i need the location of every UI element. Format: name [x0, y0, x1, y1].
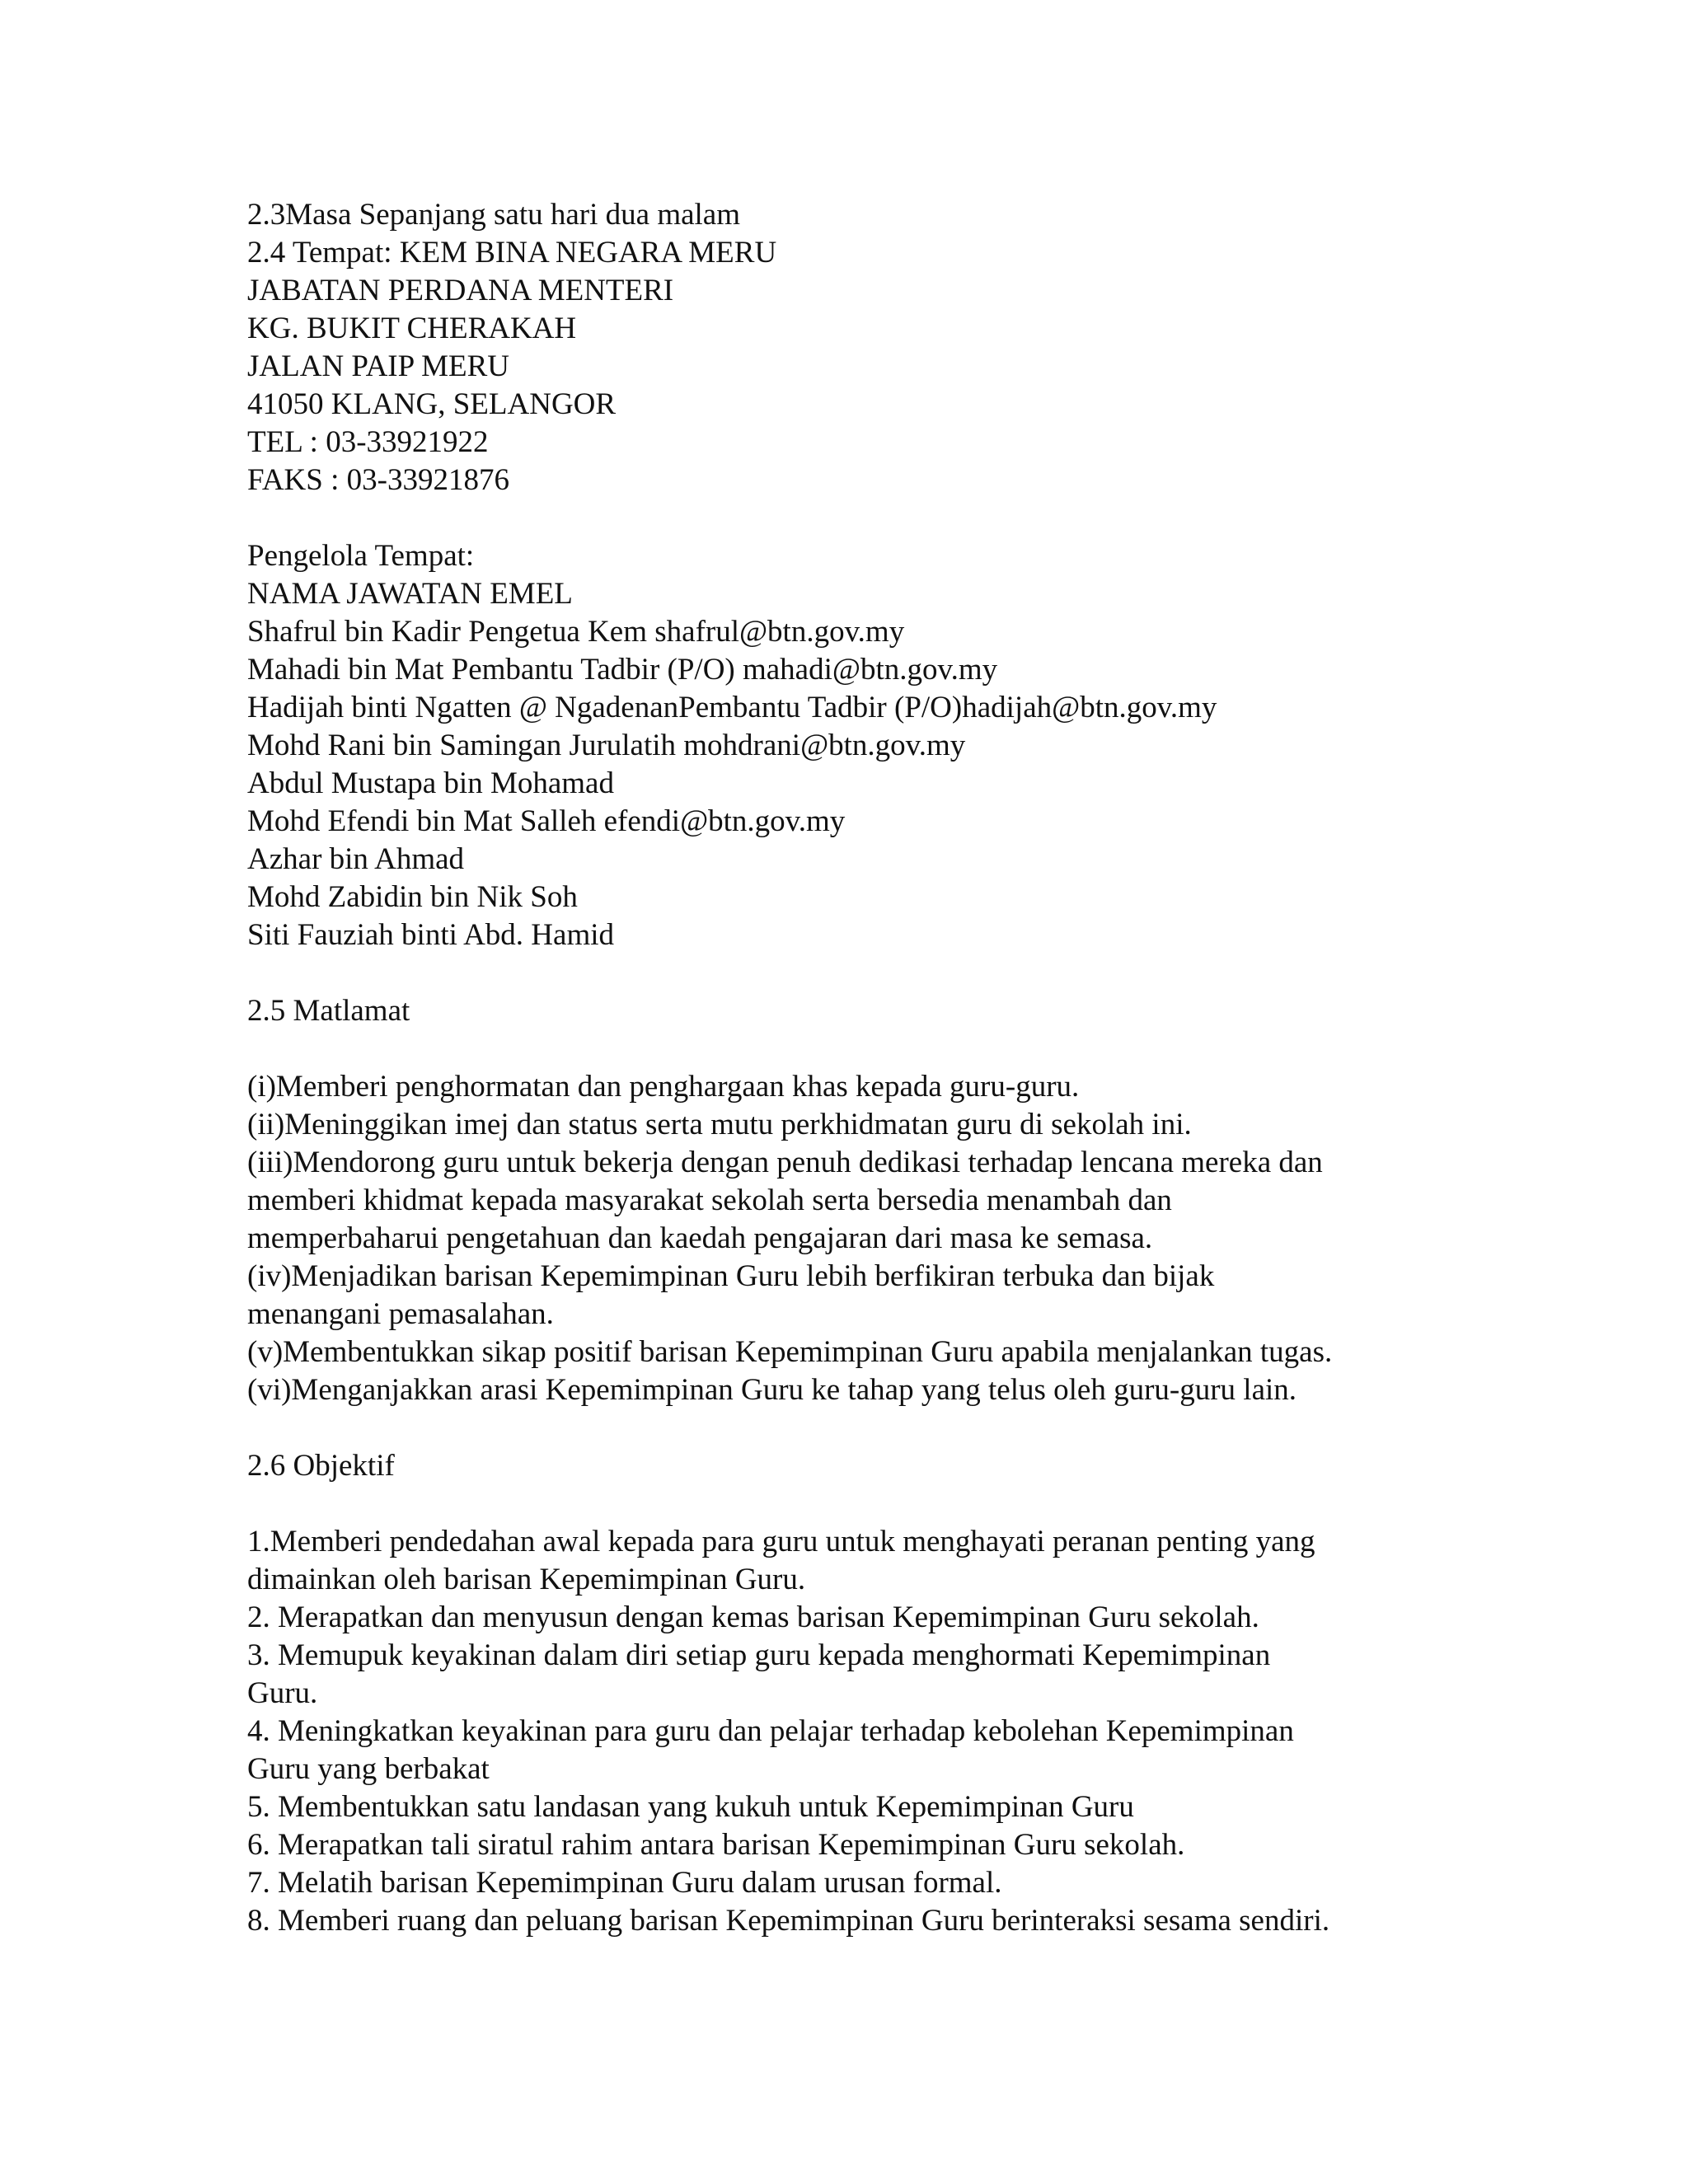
- objektif-item: dimainkan oleh barisan Kepemimpinan Guru.: [247, 1563, 806, 1596]
- faks-line: FAKS : 03-33921876: [247, 463, 509, 497]
- tempat-section: [247, 234, 1451, 499]
- matlamat-item: (ii)Meninggikan imej dan status serta mutu perkhidmatan guru di sekolah ini.: [247, 1108, 1192, 1141]
- spacer: [247, 1409, 1451, 1447]
- pengelola-row: Shafrul bin Kadir Pengetua Kem shafrul@btn.gov.my: [247, 615, 905, 649]
- pengelola-row: Abdul Mustapa bin Mohamad: [247, 766, 614, 800]
- matlamat-list: [247, 1068, 1451, 1409]
- objektif-item: 4. Meningkatkan keyakinan para guru dan pelajar terhadap kebolehan Kepemimpinan: [247, 1714, 1294, 1748]
- objektif-list: [247, 1523, 1451, 1940]
- spacer: [247, 499, 1451, 537]
- spacer: [247, 1485, 1451, 1523]
- masa-line: 2.3Masa Sepanjang satu hari dua malam: [247, 198, 740, 232]
- matlamat-item: memperbaharui pengetahuan dan kaedah pengajaran dari masa ke semasa.: [247, 1221, 1153, 1255]
- address-line: KG. BUKIT CHERAKAH: [247, 312, 577, 345]
- matlamat-item: (vi)Menganjakkan arasi Kepemimpinan Guru ke tahap yang telus oleh guru-guru lain.: [247, 1373, 1297, 1407]
- pengelola-section: [247, 537, 1451, 954]
- pengelola-row: Mohd Efendi bin Mat Salleh efendi@btn.gov.my: [247, 804, 846, 838]
- objektif-item: 1.Memberi pendedahan awal kepada para guru untuk menghayati peranan penting yang: [247, 1525, 1315, 1558]
- objektif-item: 7. Melatih barisan Kepemimpinan Guru dalam urusan formal.: [247, 1866, 1002, 1900]
- pengelola-table-header: NAMA JAWATAN EMEL: [247, 577, 573, 611]
- matlamat-item: memberi khidmat kepada masyarakat sekolah serta bersedia menambah dan: [247, 1183, 1172, 1217]
- pengelola-row: Mohd Zabidin bin Nik Soh: [247, 880, 578, 914]
- matlamat-item: (iii)Mendorong guru untuk bekerja dengan penuh dedikasi terhadap lencana mereka dan: [247, 1146, 1323, 1179]
- matlamat-item: (iv)Menjadikan barisan Kepemimpinan Guru lebih berfikiran terbuka dan bijak: [247, 1259, 1215, 1293]
- objektif-item: 3. Memupuk keyakinan dalam diri setiap guru kepada menghormati Kepemimpinan: [247, 1638, 1271, 1672]
- pengelola-row: Mahadi bin Mat Pembantu Tadbir (P/O) mahadi@btn.gov.my: [247, 653, 998, 687]
- objektif-item: 5. Membentukkan satu landasan yang kukuh untuk Kepemimpinan Guru: [247, 1790, 1134, 1824]
- objektif-heading: 2.6 Objektif: [247, 1449, 395, 1483]
- spacer: [247, 1030, 1451, 1068]
- pengelola-row: Siti Fauziah binti Abd. Hamid: [247, 918, 615, 952]
- document-page: [247, 196, 1451, 1940]
- spacer: [247, 954, 1451, 992]
- objektif-item: Guru yang berbakat: [247, 1752, 490, 1786]
- pengelola-row: Mohd Rani bin Samingan Jurulatih mohdrani@btn.gov.my: [247, 729, 966, 762]
- address-line: 41050 KLANG, SELANGOR: [247, 387, 617, 421]
- tempat-line: 2.4 Tempat: KEM BINA NEGARA MERU: [247, 236, 777, 269]
- objektif-item: 6. Merapatkan tali siratul rahim antara barisan Kepemimpinan Guru sekolah.: [247, 1828, 1185, 1862]
- tel-line: TEL : 03-33921922: [247, 425, 489, 459]
- pengelola-title: Pengelola Tempat:: [247, 539, 475, 573]
- matlamat-item: (v)Membentukkan sikap positif barisan Kepemimpinan Guru apabila menjalankan tugas.: [247, 1335, 1333, 1369]
- matlamat-heading: 2.5 Matlamat: [247, 994, 410, 1028]
- objektif-item: Guru.: [247, 1676, 318, 1710]
- objektif-item: 2. Merapatkan dan menyusun dengan kemas barisan Kepemimpinan Guru sekolah.: [247, 1601, 1259, 1634]
- address-line: JABATAN PERDANA MENTERI: [247, 274, 674, 307]
- pengelola-row: Hadijah binti Ngatten @ NgadenanPembantu Tadbir (P/O)hadijah@btn.gov.my: [247, 691, 1217, 724]
- matlamat-item: menangani pemasalahan.: [247, 1297, 554, 1331]
- matlamat-item: (i)Memberi penghormatan dan penghargaan khas kepada guru-guru.: [247, 1070, 1080, 1104]
- pengelola-row: Azhar bin Ahmad: [247, 842, 465, 876]
- address-line: JALAN PAIP MERU: [247, 349, 509, 383]
- objektif-item: 8. Memberi ruang dan peluang barisan Kepemimpinan Guru berinteraksi sesama sendiri.: [247, 1904, 1330, 1938]
